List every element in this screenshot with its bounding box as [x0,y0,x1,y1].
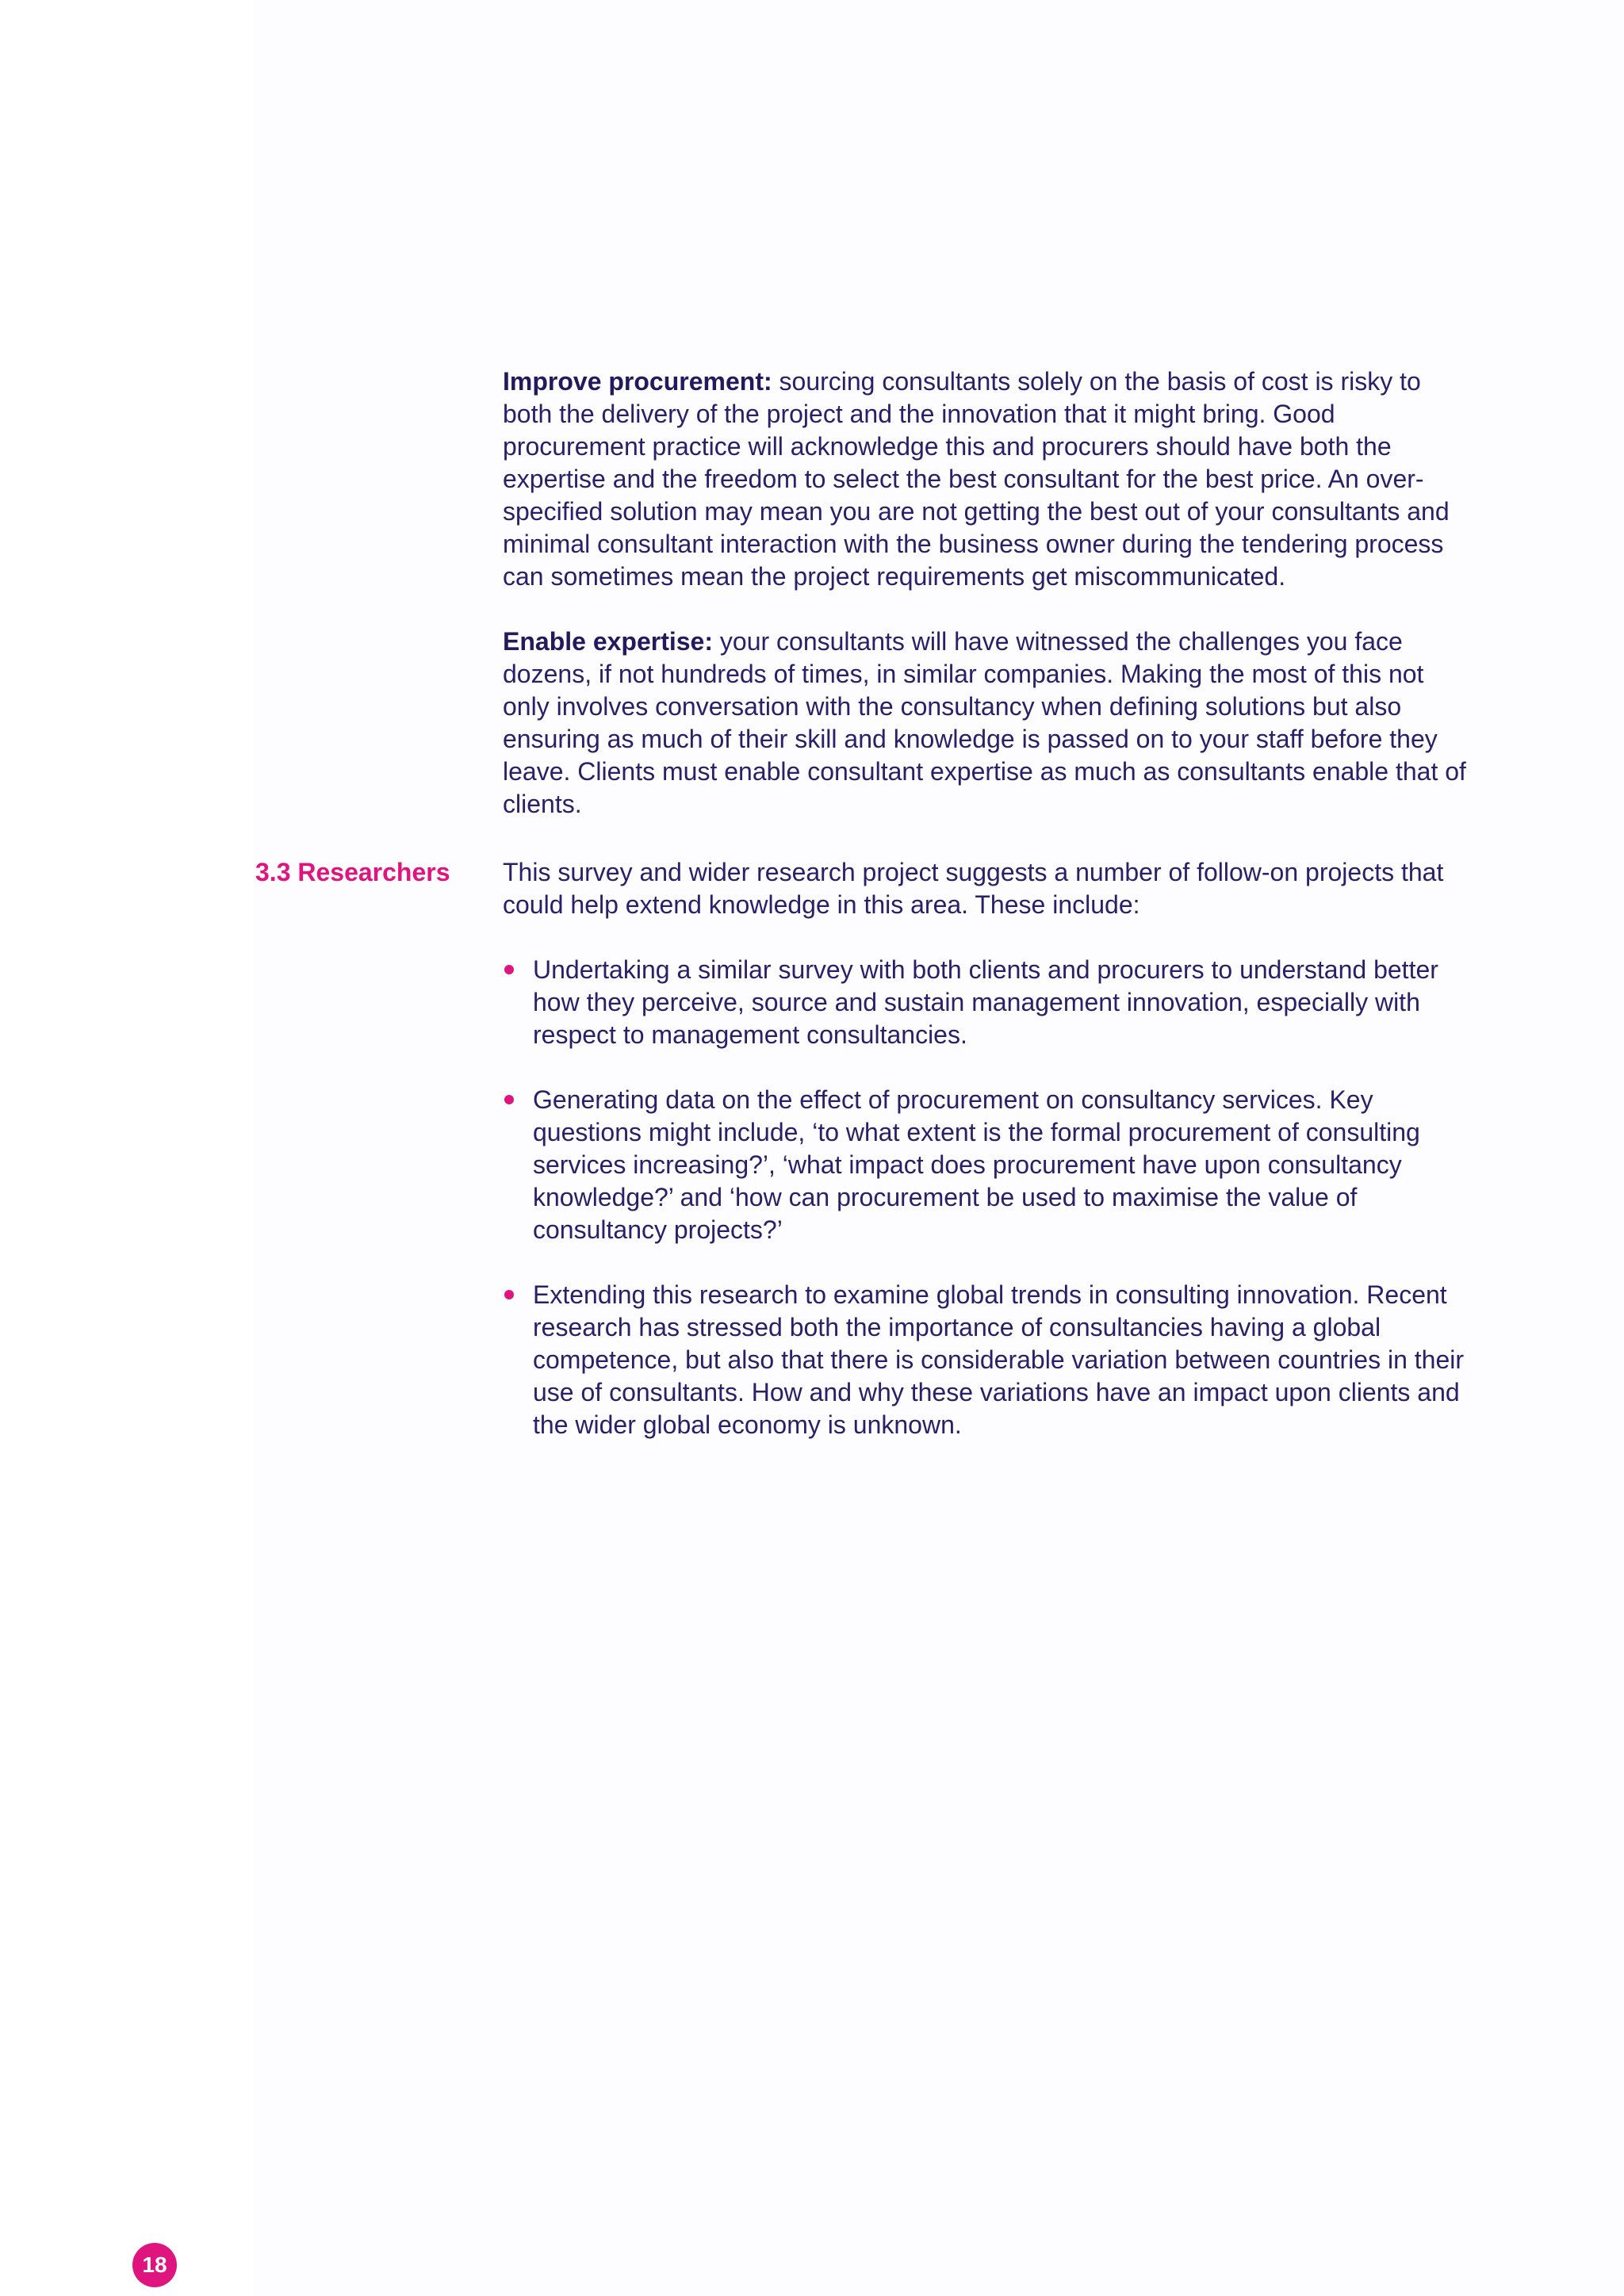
bullet-icon [504,1095,514,1104]
page-number-badge: 18 [132,2243,177,2287]
recommendations-text [503,365,1474,853]
list-item-text: Undertaking a similar survey with both clients and procurers to understand better how they perceive, source and sustain management innovation, especially with respect to management consultancies. [533,955,1438,1049]
paragraph-body: sourcing consultants solely on the basis of cost is risky to both the delivery of the project and the innovation that it might bring. Good procurement practice will acknowledge this and procurers should have both the expertise and the freedom to select the best consultant for the best price. An over-specified solution may mean you are not getting the best out of your consultants and minimal consultant interaction with the business owner during the tendering process can sometimes mean the project requirements get miscommunicated. [503,367,1450,591]
paragraph-enable-expertise [503,626,1474,821]
bullet-icon [504,1290,514,1299]
list-item-text: Generating data on the effect of procurement on consultancy services. Key questions might include, ‘to what extent is the formal procurement of consulting services increasing?’, ‘what impact does procurement have upon consultancy knowledge?’ and ‘how can procurement be used to maximise the value of consultancy projects?’ [533,1085,1420,1244]
list-item-text: Extending this research to examine global trends in consulting innovation. Recent research has stressed both the importance of consultancies having a global competence, but also that there is considerable variation between countries in their use of consultants. How and why these variations have an impact upon clients and the wider global economy is unknown. [533,1280,1465,1439]
paragraph-lead: Enable expertise: [503,627,713,656]
section-heading-researchers: 3.3 Researchers [255,858,450,886]
bullet-list [503,954,1474,1441]
list-item [503,1279,1474,1441]
section-intro: This survey and wider research project suggests a number of follow-on projects that could help extend knowledge in this area. These include: [503,858,1444,919]
paragraph-lead: Improve procurement: [503,367,772,396]
bullet-icon [504,965,514,974]
paragraph-improve-procurement [503,365,1474,593]
list-item [503,954,1474,1051]
paragraph-body: your consultants will have witnessed the challenges you face dozens, if not hundreds of times, in similar companies. Making the most of this not only involves conversation with the consultancy when defining solutions but also ensuring as much of their skill and knowledge is passed on to your staff before they leave. Clients must enable consultant expertise as much as consultants enable that of clients. [503,627,1466,818]
list-item [503,1084,1474,1246]
section-body-researchers [503,856,1474,1474]
